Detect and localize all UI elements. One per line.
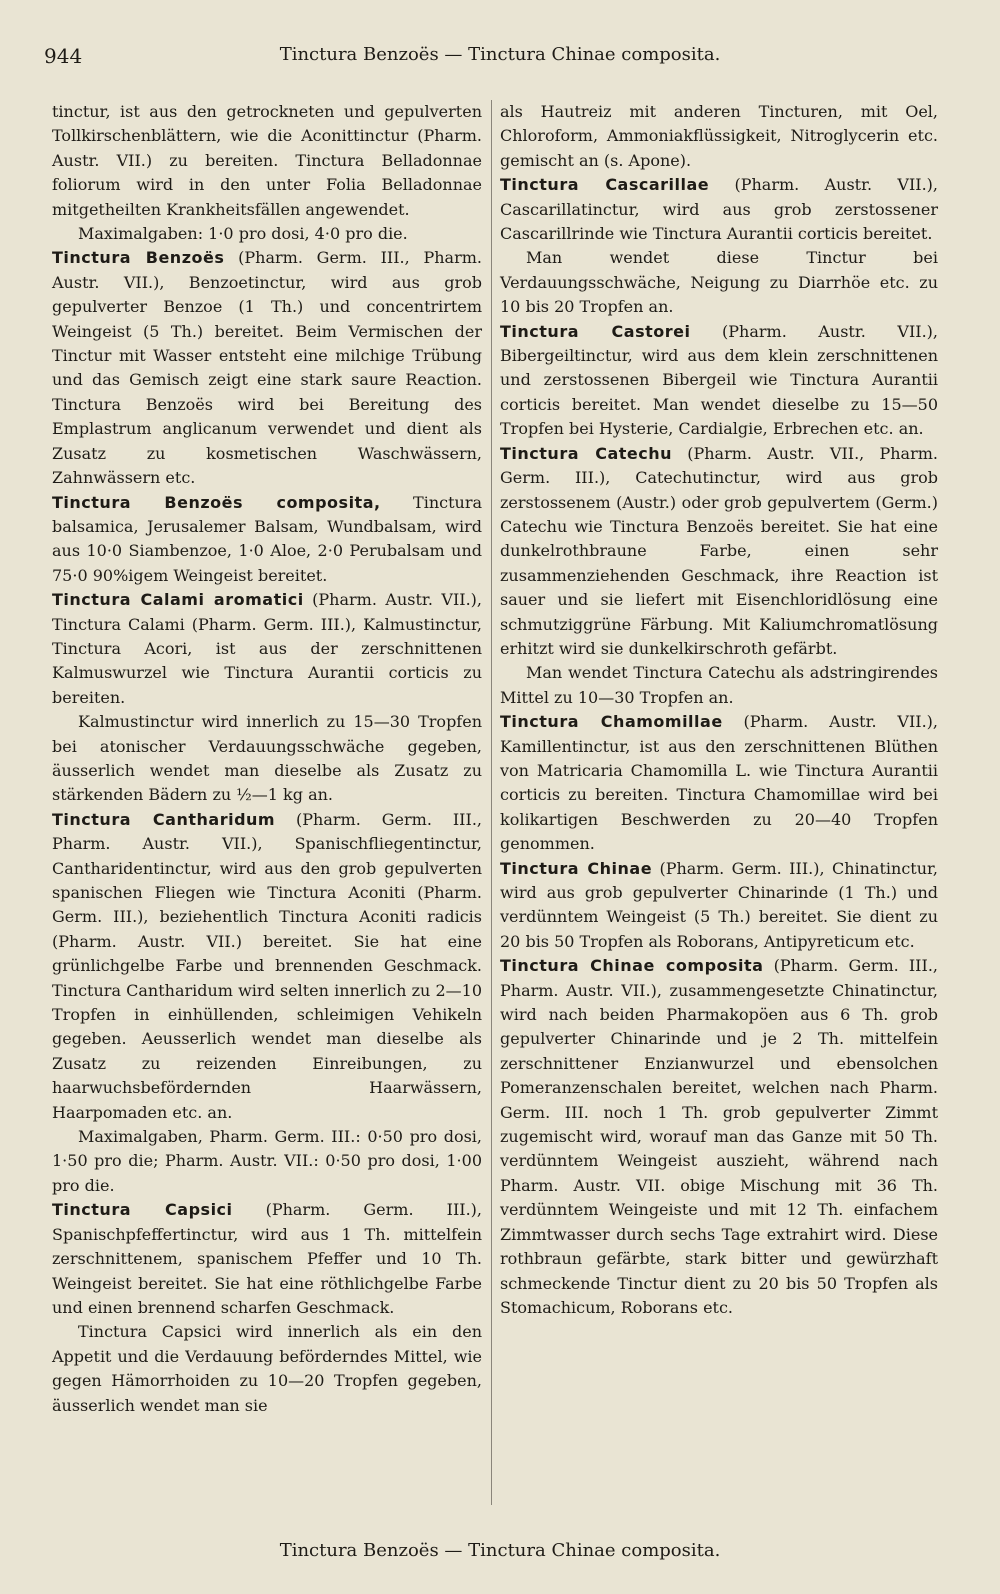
paragraph-text: (Pharm. Austr. VII.), Tinctura Calami (Pharm. Germ. III.), Kalmustinctur, Tinctura Acori, ist aus der zerschnittenen Kalmuswurzel wie Tinctura Aurantii corticis zu bereiten. xyxy=(52,590,482,707)
paragraph-text: Maximalgaben: 1·0 pro dosi, 4·0 pro die. xyxy=(78,224,408,244)
paragraph xyxy=(52,1125,482,1198)
paragraph-text: (Pharm. Austr. VII.), Bibergeiltinctur, wird aus dem klein zerschnittenen und zerstossenen Bibergeil wie Tinctura Aurantii corticis bereitet. Man wendet dieselbe zu 15—50 Tropfen bei Hysterie, Cardialgie, Erbrechen etc. an. xyxy=(500,321,939,439)
paragraph-text: (Pharm. Germ. III.), Chinatinctur, wird aus grob gepulverter Chinarinde (1 Th.) und verdünntem Weingeist (5 Th.) bereitet. Sie dient zu 20 bis 50 Tropfen als Roborans, Antipyreticum etc. xyxy=(500,858,938,951)
entry-headword: Tinctura Catechu xyxy=(500,443,673,463)
running-header xyxy=(44,44,956,70)
entry-headword: Tinctura Cantharidum xyxy=(52,809,276,829)
paragraph xyxy=(500,320,938,442)
running-title: Tinctura Benzoës — Tinctura Chinae composita. xyxy=(279,44,721,65)
paragraph-text: (Pharm. Austr. VII.), Kamillentinctur, ist aus den zerschnittenen Blüthen von Matricaria Chamomilla L. wie Tinctura Aurantii corticis zu bereiten. Tinctura Chamomillae wird bei kolikartigen Beschwerden zu 20—40 Tropfen genommen. xyxy=(500,712,939,854)
paragraph-text: (Pharm. Germ. III., Pharm. Austr. VII.), Benzoetinctur, wird aus grob gepulverter Benzoe (1 Th.) und concentrirtem Weingeist (5 Th.) bereitet. Beim Vermischen der Tinctur mit Wasser entsteht eine milchige Trübung und das Gemisch zeigt eine stark saure Reaction. Tinctura Benzoës wird bei Bereitung des Emplastrum anglicanum verwendet und dient als Zusatz zu kosmetischen Waschwässern, Zahnwässern etc. xyxy=(52,248,483,488)
column-divider xyxy=(491,100,492,1505)
entry-headword: Tinctura Capsici xyxy=(52,1200,233,1220)
paragraph-text: tinctur, ist aus den getrockneten und gepulverten Tollkirschenblättern, wie die Aconittinctur (Pharm. Austr. VII.) zu bereiten. Tinctura Belladonnae foliorum wird in den unter Folia Belladonnae mitgetheilten Krankheitsfällen angewendet. xyxy=(52,102,482,219)
left-column xyxy=(52,100,482,1418)
paragraph-text: Tinctura balsamica, Jerusalemer Balsam, Wundbalsam, wird aus 10·0 Siambenzoe, 1·0 Aloe, 2·0 Perubalsam und 75·0 90%igem Weingeist bereitet. xyxy=(52,492,483,585)
page-number: 944 xyxy=(44,44,83,68)
paragraph-text: (Pharm. Austr. VII., Pharm. Germ. III.), Catechutinctur, wird aus grob zerstossenem (Austr.) oder grob gepulvertem (Germ.) Catechu wie Tinctura Benzoës bereitet. Sie hat eine dunkelrothbraune Farbe, einen sehr zusammenziehenden Geschmack, ihre Reaction ist sauer und sie liefert mit Eisenchloridlösung eine schmutziggrüne Färbung. Mit Kaliumchromatlösung erhitzt wird sie dunkelkirschroth gefärbt. xyxy=(500,443,939,658)
paragraph-text: (Pharm. Austr. VII.), Cascarillatinctur, wird aus grob zerstossener Cascarillrinde wie Tinctura Aurantii corticis bereitet. xyxy=(500,175,938,244)
paragraph xyxy=(52,100,482,222)
entry-headword: Tinctura Benzoës composita, xyxy=(52,492,381,512)
entry-headword: Tinctura Chinae composita xyxy=(500,956,764,976)
paragraph xyxy=(52,588,482,710)
paragraph-text: Kalmustinctur wird innerlich zu 15—30 Tropfen bei atonischer Verdauungsschwäche gegeben, äusserlich wendet man dieselbe als Zusatz zu stärkenden Bädern zu ½—1 kg an. xyxy=(52,712,482,805)
paragraph xyxy=(500,442,938,662)
paragraph-text: (Pharm. Germ. III.), Spanischpfeffertinctur, wird aus 1 Th. mittelfein zerschnittenem, spanischem Pfeffer und 10 Th. Weingeist bereitet. Sie hat eine röthlichgelbe Farbe und einen brennend scharfen Geschmack. xyxy=(52,1200,482,1317)
paragraph-text: Maximalgaben, Pharm. Germ. III.: 0·50 pro dosi, 1·50 pro die; Pharm. Austr. VII.: 0·50 pro dosi, 1·00 pro die. xyxy=(52,1127,482,1195)
paragraph-text: Tinctura Capsici wird innerlich als ein den Appetit und die Verdauung beförderndes Mittel, wie gegen Hämorrhoiden zu 10—20 Tropfen gegeben, äusserlich wendet man sie xyxy=(52,1322,482,1415)
paragraph xyxy=(500,710,938,856)
entry-headword: Tinctura Benzoës xyxy=(52,248,225,268)
paragraph xyxy=(500,100,938,173)
paragraph xyxy=(52,491,482,589)
paragraph-text: Man wendet Tinctura Catechu als adstringirendes Mittel zu 10—30 Tropfen an. xyxy=(500,663,938,707)
entry-headword: Tinctura Castorei xyxy=(500,321,691,341)
paragraph-text: Man wendet diese Tinctur bei Verdauungsschwäche, Neigung zu Diarrhöe etc. zu 10 bis 20 Tropfen an. xyxy=(500,248,938,317)
right-column xyxy=(500,100,938,1320)
paragraph xyxy=(500,954,938,1320)
paragraph xyxy=(500,246,938,319)
entry-headword: Tinctura Calami aromatici xyxy=(52,590,304,610)
paragraph xyxy=(52,246,482,490)
paragraph xyxy=(52,222,482,246)
page-footer-caption: Tinctura Benzoës — Tinctura Chinae composita. xyxy=(279,1540,721,1561)
entry-headword: Tinctura Cascarillae xyxy=(500,175,710,195)
entry-headword: Tinctura Chinae xyxy=(500,858,653,878)
paragraph xyxy=(52,710,482,808)
paragraph xyxy=(52,1320,482,1418)
paragraph xyxy=(500,857,938,955)
paragraph xyxy=(52,1198,482,1320)
paragraph-text: (Pharm. Germ. III., Pharm. Austr. VII.), zusammengesetzte Chinatinctur, wird nach beiden Pharmakopöen aus 6 Th. grob gepulverter Chinarinde und je 2 Th. mittelfein zerschnittener Enzianwurzel und ebensolchen Pomeranzenschalen bereitet, welchen nach Pharm. Germ. III. noch 1 Th. grob gepulverter Zimmt zugemischt wird, worauf man das Ganze mit 50 Th. verdünntem Weingeist auszieht, während nach Pharm. Austr. VII. obige Mischung mit 36 Th. verdünntem Weingeiste und mit 12 Th. einfachem Zimmtwasser durch sechs Tage extrahirt wird. Diese rothbraun gefärbte, stark bitter und gewürzhaft schmeckende Tinctur dient zu 20 bis 50 Tropfen als Stomachicum, Roborans etc. xyxy=(500,956,938,1317)
paragraph xyxy=(52,808,482,1125)
paragraph-text: (Pharm. Germ. III., Pharm. Austr. VII.), Spanischfliegentinctur, Cantharidentinctur, wird aus den grob gepulverten spanischen Fliegen wie Tinctura Aconiti (Pharm. Germ. III.), beziehentlich Tinctura Aconiti radicis (Pharm. Austr. VII.) bereitet. Sie hat eine grünlichgelbe Farbe und brennenden Geschmack. Tinctura Cantharidum wird selten innerlich zu 2—10 Tropfen in einhüllenden, schleimigen Vehikeln gegeben. Aeusserlich wendet man dieselbe als Zusatz zu reizenden Einreibungen, zu haarwuchsbefördernden Haarwässern, Haarpomaden etc. an. xyxy=(52,809,482,1122)
paragraph-text: als Hautreiz mit anderen Tincturen, mit Oel, Chloroform, Ammoniakflüssigkeit, Nitroglycerin etc. gemischt an (s. Apone). xyxy=(500,102,938,170)
paragraph xyxy=(500,661,938,710)
entry-headword: Tinctura Chamomillae xyxy=(500,712,723,732)
paragraph xyxy=(500,173,938,246)
